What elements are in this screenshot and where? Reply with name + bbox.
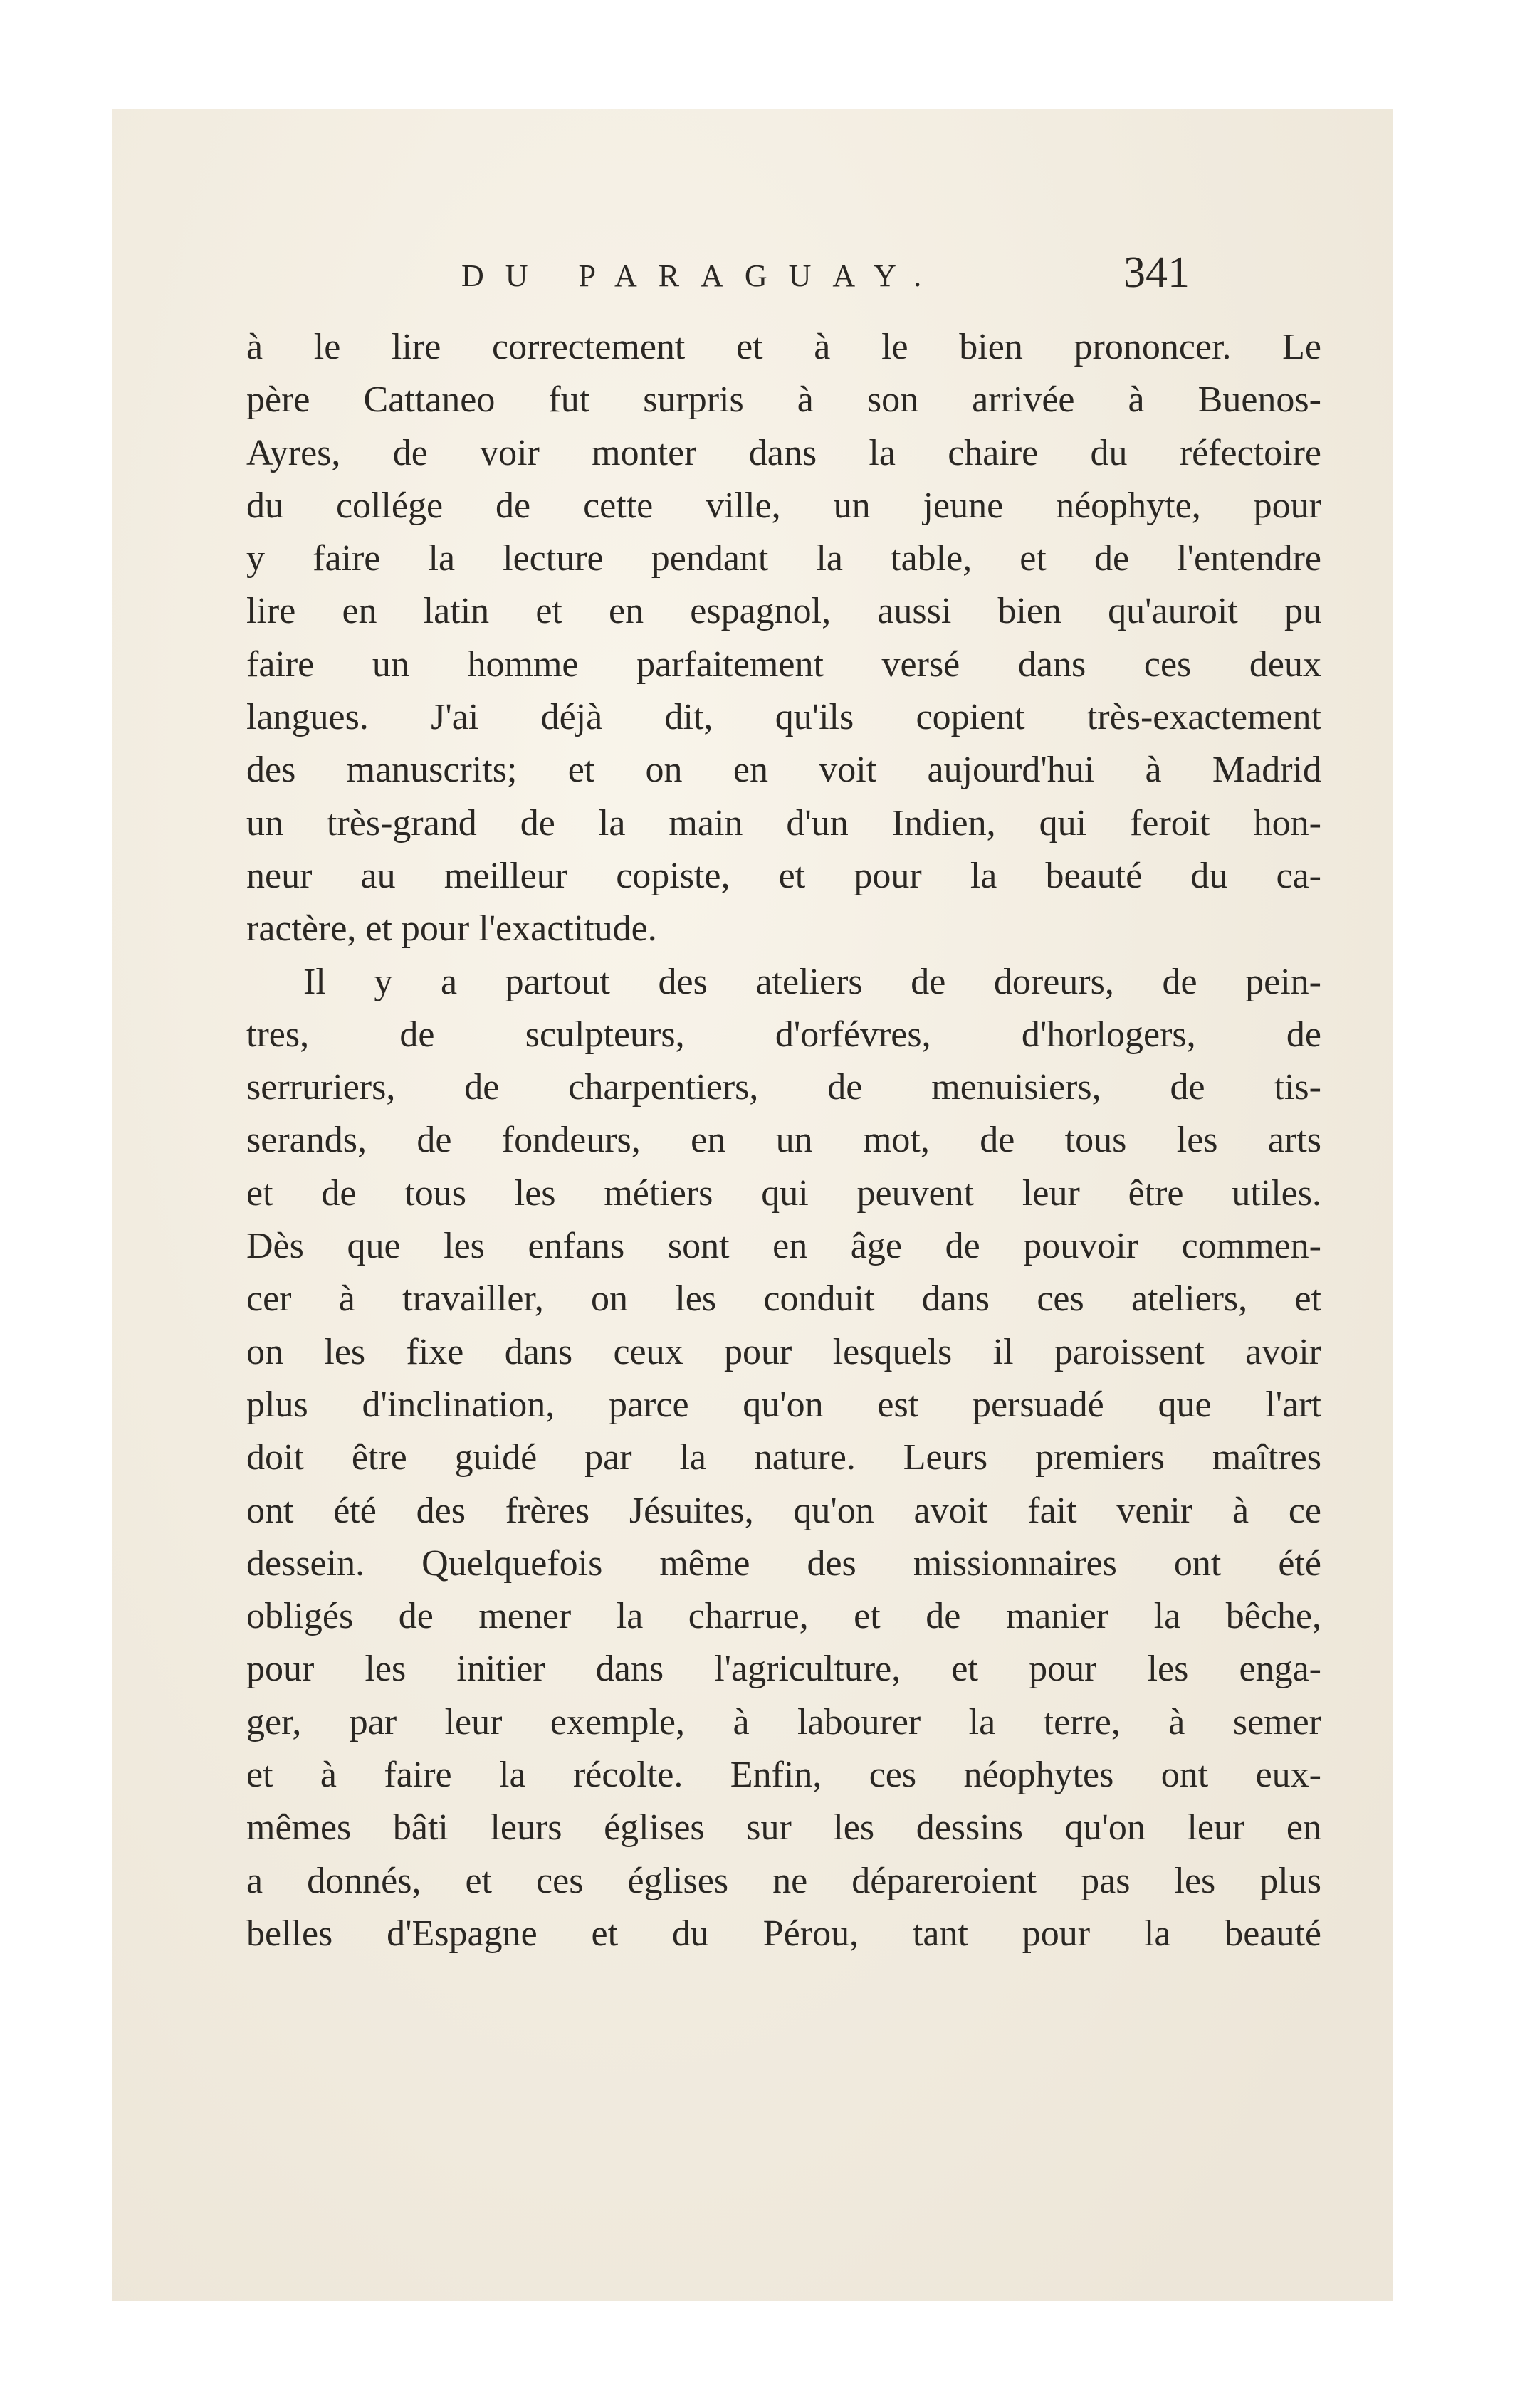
- text-line: belles d'Espagne et du Pérou, tant pour la beauté: [246, 1913, 1321, 1954]
- text-line: et à faire la récolte. Enfin, ces néophytes ont eux-: [246, 1755, 1321, 1796]
- text-line: Dès que les enfans sont en âge de pouvoir commen-: [246, 1226, 1321, 1267]
- text-line: pour les initier dans l'agriculture, et pour les enga-: [246, 1649, 1321, 1690]
- text-line: a donnés, et ces églises ne dépareroient pas les plus: [246, 1860, 1321, 1901]
- text-line: cer à travailler, on les conduit dans ces ateliers, et: [246, 1278, 1321, 1320]
- text-line: langues. J'ai déjà dit, qu'ils copient très-exactement: [246, 697, 1321, 738]
- paragraph-end-line: ractère, et pour l'exactitude.: [246, 908, 657, 950]
- text-line: mêmes bâti leurs églises sur les dessins qu'on leur en: [246, 1807, 1321, 1849]
- running-title: DU PARAGUAY.: [461, 258, 943, 293]
- text-line: neur au meilleur copiste, et pour la beauté du ca-: [246, 855, 1321, 896]
- body-text: [246, 321, 1321, 1960]
- text-line: à le lire correctement et à le bien prononcer. Le: [246, 327, 1321, 367]
- text-line: doit être guidé par la nature. Leurs premiers maîtres: [246, 1437, 1321, 1478]
- text-line: lire en latin et en espagnol, aussi bien qu'auroit pu: [246, 591, 1321, 632]
- text-line: ont été des frères Jésuites, qu'on avoit fait venir à ce: [246, 1490, 1321, 1531]
- text-line: des manuscrits; et on en voit aujourd'hui à Madrid: [246, 750, 1321, 791]
- text-line: ger, par leur exemple, à labourer la terre, à semer: [246, 1701, 1321, 1742]
- text-line: serruriers, de charpentiers, de menuisiers, de tis-: [246, 1067, 1321, 1108]
- text-line: Ayres, de voir monter dans la chaire du réfectoire: [246, 432, 1321, 473]
- text-line: serands, de fondeurs, en un mot, de tous les arts: [246, 1120, 1321, 1161]
- text-line: plus d'inclination, parce qu'on est persuadé que l'art: [246, 1384, 1321, 1425]
- book-page: [112, 109, 1393, 2301]
- text-line: et de tous les métiers qui peuvent leur être utiles.: [246, 1172, 1321, 1214]
- text-line: du collége de cette ville, un jeune néophyte, pour: [246, 485, 1321, 526]
- paragraph-start-line: Il y a partout des ateliers de doreurs, de pein-: [303, 961, 1321, 1002]
- page-number: 341: [1123, 248, 1190, 297]
- text-line: on les fixe dans ceux pour lesquels il paroissent avoir: [246, 1331, 1321, 1372]
- text-line: père Cattaneo fut surpris à son arrivée à Buenos-: [246, 379, 1321, 421]
- text-line: y faire la lecture pendant la table, et de l'entendre: [246, 538, 1321, 579]
- page-header: [112, 248, 1393, 305]
- text-line: faire un homme parfaitement versé dans ces deux: [246, 643, 1321, 685]
- text-line: dessein. Quelquefois même des missionnaires ont été: [246, 1542, 1321, 1584]
- text-line: un très-grand de la main d'un Indien, qui feroit hon-: [246, 802, 1321, 843]
- text-line: obligés de mener la charrue, et de manier la bêche,: [246, 1596, 1321, 1637]
- text-line: tres, de sculpteurs, d'orfévres, d'horlogers, de: [246, 1014, 1321, 1055]
